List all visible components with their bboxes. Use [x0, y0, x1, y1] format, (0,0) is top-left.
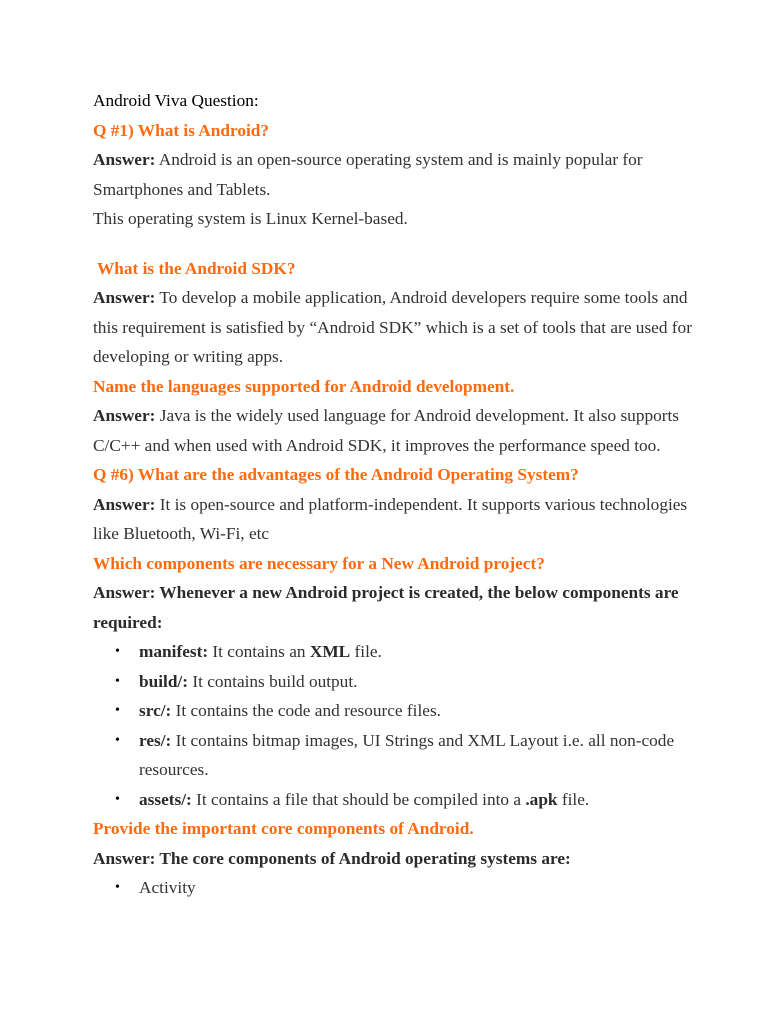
answer-3-text: Java is the widely used language for Android development. It also supports C/C++ and when used with Android SDK, it improves the performance speed too. [93, 406, 680, 455]
answer-label: Answer: [93, 406, 156, 425]
answer-5 [93, 578, 693, 637]
question-5: Which components are necessary for a New Android project? [93, 553, 545, 573]
list-item-term: src/: [139, 701, 172, 720]
list-item-text: Activity [139, 878, 196, 897]
answer-6-text: Answer: The core components of Android operating systems are: [93, 848, 571, 868]
bullet-icon: • [115, 791, 120, 807]
bullet-icon: • [115, 644, 120, 659]
bullet-icon: • [115, 880, 120, 895]
bullet-icon: • [115, 703, 120, 718]
spacer [93, 234, 693, 254]
answer-3 [93, 401, 693, 460]
answer-2-text: To develop a mobile application, Android developers require some tools and this requirement is satisfied by “Android SDK” which is a set of tools that are used for developing or writing apps. [93, 288, 692, 366]
question-3: Name the languages supported for Android development. [93, 376, 515, 396]
question-1: Q #1) What is Android? [93, 120, 270, 140]
list-item-text-end: file. [557, 789, 590, 809]
list-item-term: build/: [139, 671, 188, 691]
answer-label: Answer: [93, 288, 156, 307]
list-item-text-end: file. [350, 642, 382, 661]
answer-6 [93, 844, 693, 874]
answer-2 [93, 283, 693, 372]
question-4: Q #6) What are the advantages of the Android Operating System? [93, 465, 579, 484]
answer-4-text: It is open-source and platform-independent. It supports various technologies like Bluetooth, Wi-Fi, etc [93, 494, 688, 543]
list-item [93, 785, 693, 815]
document-page [93, 86, 693, 903]
list-item-term: manifest: [139, 642, 209, 661]
answer-label: Answer: [93, 494, 156, 514]
list-item-text: It contains the code and resource files. [171, 701, 441, 720]
document-title: Android Viva Question: [93, 91, 259, 110]
list-item-text: It contains build output. [188, 671, 358, 691]
list-item [93, 667, 693, 697]
answer-1-text: Android is an open-source operating system and is mainly popular for Smartphones and Tablets. [93, 150, 643, 199]
answer-4 [93, 490, 693, 549]
components-list [93, 637, 693, 814]
list-item-emphasis: XML [309, 642, 351, 661]
list-item [93, 696, 693, 726]
answer-1-extra: This operating system is Linux Kernel-based. [93, 209, 408, 228]
list-item-term: res/: [139, 730, 172, 750]
list-item [93, 637, 693, 667]
answer-label: Answer: [93, 150, 156, 169]
core-components-list [93, 873, 693, 903]
question-6: Provide the important core components of Android. [93, 819, 474, 838]
answer-1 [93, 145, 693, 204]
list-item-emphasis: .apk [525, 789, 558, 809]
list-item-term: assets/: [139, 789, 192, 809]
list-item [93, 726, 693, 785]
list-item-text: It contains a file that should be compiled into a [191, 789, 526, 809]
bullet-icon: • [115, 732, 120, 748]
list-item-text: It contains bitmap images, UI Strings and XML Layout i.e. all non-code resources. [139, 730, 675, 779]
bullet-icon: • [115, 673, 120, 689]
question-2: What is the Android SDK? [97, 258, 296, 278]
list-item [93, 873, 693, 903]
list-item-text: It contains an [208, 642, 310, 661]
answer-5-text: Answer: Whenever a new Android project is created, the below components are required: [93, 583, 679, 632]
